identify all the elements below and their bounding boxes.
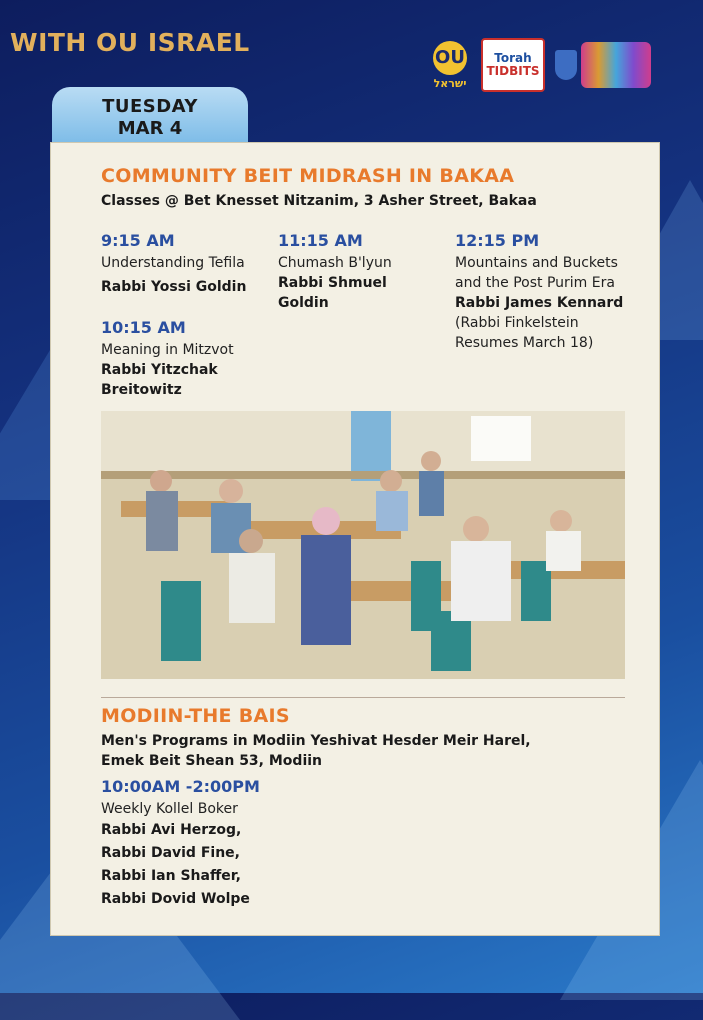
session-1 [101,231,271,297]
session-time: 11:15 AM [278,231,363,250]
ou-logo-mark: OU [433,41,467,75]
session-note: (Rabbi Finkelstein Resumes March 18) [455,315,594,351]
rabbi-name: Rabbi Ian Shaffer, [101,868,241,884]
session-3 [278,231,423,313]
date-weekday: TUESDAY [102,96,198,117]
section1-title: COMMUNITY BEIT MIDRASH IN BAKAA [101,165,515,187]
city-emblem-icon [555,50,577,80]
rabbi-name: Rabbi Dovid Wolpe [101,891,250,907]
ou-logo-text: ישראל [433,76,467,90]
torah-tidbits-logo [481,38,545,92]
session-topic: Understanding Tefila [101,255,245,271]
section2-title: MODIIN-THE BAIS [101,705,290,727]
sponsor-logos [429,38,655,92]
page-header-title: WITH OU ISRAEL [10,28,250,57]
session-time: 10:00AM -2:00PM [101,777,260,796]
session-topic: Chumash B'lyun [278,255,392,271]
session-time: 12:15 PM [455,231,540,250]
section1-subtitle: Classes @ Bet Knesset Nitzanim, 3 Asher Street, Bakaa [101,193,537,209]
session-rabbi: Rabbi Yossi Goldin [101,279,247,295]
section2-subtitle: Men's Programs in Modiin Yeshivat Hesder Meir Harel, Emek Beit Shean 53, Modiin [101,733,531,769]
jerusalem-municipality-logo [555,40,655,90]
torah-tidbits-line2: TIDBITS [486,64,540,78]
date-day: MAR 4 [117,118,183,139]
date-tab [52,87,248,142]
ou-israel-logo [429,38,471,92]
session-rabbi: Rabbi James Kennard [455,295,624,311]
session-time: 9:15 AM [101,231,175,250]
content-panel [50,142,660,936]
session-2 [101,318,271,400]
session-time: 10:15 AM [101,318,186,337]
session-topic: Meaning in Mitzvot [101,342,234,358]
torah-tidbits-line1: Torah [494,51,532,65]
section-divider [101,697,625,698]
session-topic: Weekly Kollel Boker [101,801,238,817]
session-modiin [101,777,401,911]
session-4 [455,231,635,353]
classroom-photo-illustration [101,411,625,679]
rabbi-name: Rabbi David Fine, [101,845,240,861]
session-rabbi: Rabbi Yitzchak Breitowitz [101,362,218,398]
classroom-photo [101,411,625,679]
session-rabbi: Rabbi Shmuel Goldin [278,275,387,311]
city-artwork-icon [581,42,651,88]
session-topic: Mountains and Buckets and the Post Purim Era [455,255,618,291]
session-rabbis [101,819,401,911]
rabbi-name: Rabbi Avi Herzog, [101,822,242,838]
